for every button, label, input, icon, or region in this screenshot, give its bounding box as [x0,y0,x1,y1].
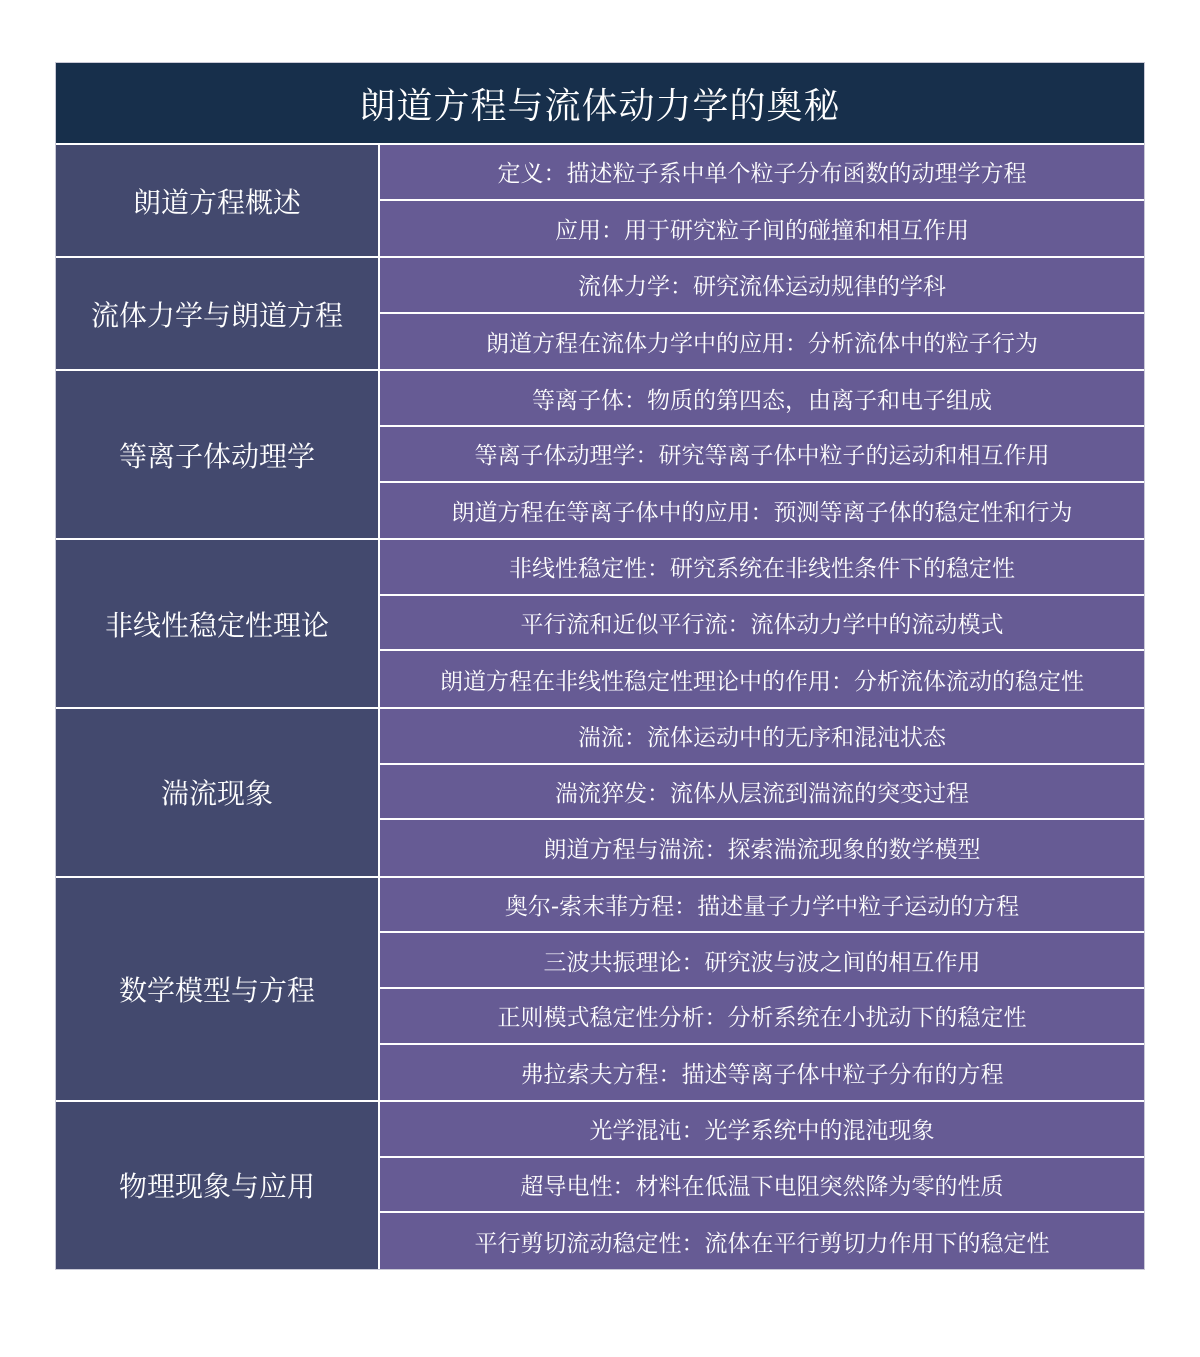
category-label: 等离子体动理学 [56,371,380,538]
item-cell: 光学混沌：光学系统中的混沌现象 [380,1102,1144,1158]
category-label: 非线性稳定性理论 [56,540,380,707]
group-row [56,709,1144,878]
item-list [380,540,1144,707]
item-cell: 超导电性：材料在低温下电阻突然降为零的性质 [380,1158,1144,1214]
group-row [56,258,1144,371]
item-cell: 正则模式稳定性分析：分析系统在小扰动下的稳定性 [380,989,1144,1045]
diagram-title: 朗道方程与流体动力学的奥秘 [56,63,1144,145]
category-label: 数学模型与方程 [56,878,380,1100]
item-cell: 应用：用于研究粒子间的碰撞和相互作用 [380,201,1144,257]
group-row [56,1102,1144,1269]
item-list [380,1102,1144,1269]
item-cell: 湍流猝发：流体从层流到湍流的突变过程 [380,765,1144,821]
item-cell: 等离子体动理学：研究等离子体中粒子的运动和相互作用 [380,427,1144,483]
item-cell: 非线性稳定性：研究系统在非线性条件下的稳定性 [380,540,1144,596]
item-cell: 等离子体：物质的第四态，由离子和电子组成 [380,371,1144,427]
item-list [380,371,1144,538]
item-list [380,258,1144,369]
item-cell: 朗道方程在非线性稳定性理论中的作用：分析流体流动的稳定性 [380,651,1144,707]
group-row [56,540,1144,709]
category-label: 流体力学与朗道方程 [56,258,380,369]
item-list [380,878,1144,1100]
item-cell: 定义：描述粒子系中单个粒子分布函数的动理学方程 [380,145,1144,201]
category-label: 朗道方程概述 [56,145,380,256]
item-cell: 平行流和近似平行流：流体动力学中的流动模式 [380,596,1144,652]
group-row [56,145,1144,258]
item-cell: 朗道方程在等离子体中的应用：预测等离子体的稳定性和行为 [380,483,1144,539]
group-row [56,878,1144,1102]
category-label: 湍流现象 [56,709,380,876]
category-label: 物理现象与应用 [56,1102,380,1269]
item-list [380,145,1144,256]
group-row [56,371,1144,540]
item-cell: 三波共振理论：研究波与波之间的相互作用 [380,933,1144,989]
group-list [56,145,1144,1269]
item-cell: 朗道方程与湍流：探索湍流现象的数学模型 [380,820,1144,876]
mindmap-table [55,62,1145,1270]
item-cell: 朗道方程在流体力学中的应用：分析流体中的粒子行为 [380,314,1144,370]
item-cell: 奥尔-索末菲方程：描述量子力学中粒子运动的方程 [380,878,1144,934]
item-cell: 弗拉索夫方程：描述等离子体中粒子分布的方程 [380,1045,1144,1101]
item-cell: 湍流：流体运动中的无序和混沌状态 [380,709,1144,765]
item-cell: 流体力学：研究流体运动规律的学科 [380,258,1144,314]
item-cell: 平行剪切流动稳定性：流体在平行剪切力作用下的稳定性 [380,1213,1144,1269]
item-list [380,709,1144,876]
